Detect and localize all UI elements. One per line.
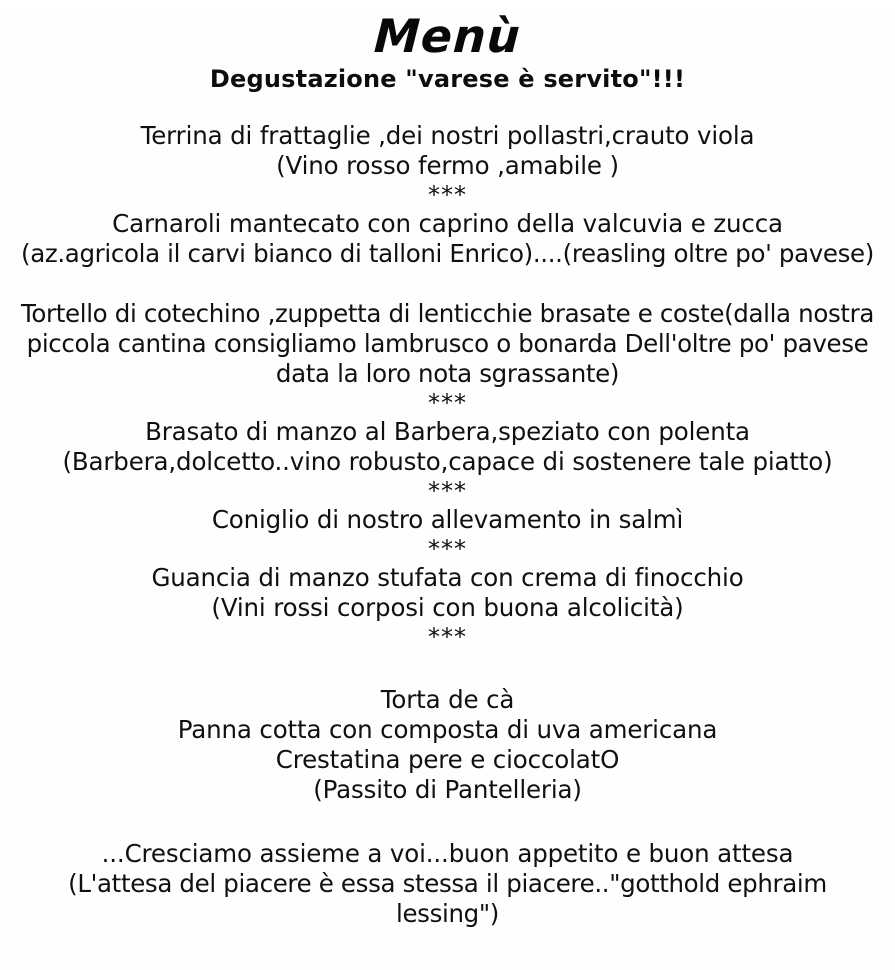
course-name: Carnaroli mantecato con caprino della valcuvia e zucca (112, 209, 783, 238)
dessert-item: Torta de cà (380, 685, 515, 714)
page-title: Menù (372, 9, 523, 63)
menu-document (0, 10, 895, 970)
section-separator: *** (428, 477, 467, 505)
section-separator: *** (428, 623, 467, 651)
dessert-section (14, 685, 881, 805)
course-brasato (14, 417, 881, 477)
section-separator: *** (428, 389, 467, 417)
course-tortello (14, 299, 881, 389)
dessert-item: Crestatina pere e cioccolatO (275, 745, 620, 774)
course-name: Brasato di manzo al Barbera,speziato con polenta (145, 417, 750, 446)
course-guancia (14, 563, 881, 623)
closing-greeting: ...Cresciamo assieme a voi...buon appetito e buon attesa (101, 839, 794, 868)
course-terrina (14, 121, 881, 181)
closing-quote: (L'attesa del piacere è essa stessa il piacere.."gotthold ephraim lessing") (68, 869, 827, 928)
course-pairing: (Barbera,dolcetto..vino robusto,capace di sostenere tale piatto) (62, 447, 833, 476)
course-name: Coniglio di nostro allevamento in salmì (211, 505, 684, 534)
section-separator: *** (428, 181, 467, 209)
course-pairing: (Vino rosso fermo ,amabile ) (276, 151, 619, 180)
closing-message (14, 839, 881, 929)
course-carnaroli (14, 209, 881, 269)
course-coniglio (14, 505, 881, 535)
page-subtitle: Degustazione "varese è servito"!!! (209, 65, 686, 93)
course-name: Guancia di manzo stufata con crema di finocchio (151, 563, 744, 592)
course-name: Tortello di cotechino ,zuppetta di lenticchie brasate e coste(dalla nostra piccola cantina consigliamo lambrusco o bonarda Dell'oltre po' pavese data la loro nota sgrassante) (20, 299, 875, 388)
course-pairing: (az.agricola il carvi bianco di talloni Enrico)....(reasling oltre po' pavese) (20, 239, 874, 268)
dessert-item: Panna cotta con composta di uva americana (177, 715, 718, 744)
section-separator: *** (428, 535, 467, 563)
course-name: Terrina di frattaglie ,dei nostri pollastri,crauto viola (140, 121, 755, 150)
dessert-pairing: (Passito di Pantelleria) (313, 775, 582, 804)
course-pairing: (Vini rossi corposi con buona alcolicità) (211, 593, 684, 622)
